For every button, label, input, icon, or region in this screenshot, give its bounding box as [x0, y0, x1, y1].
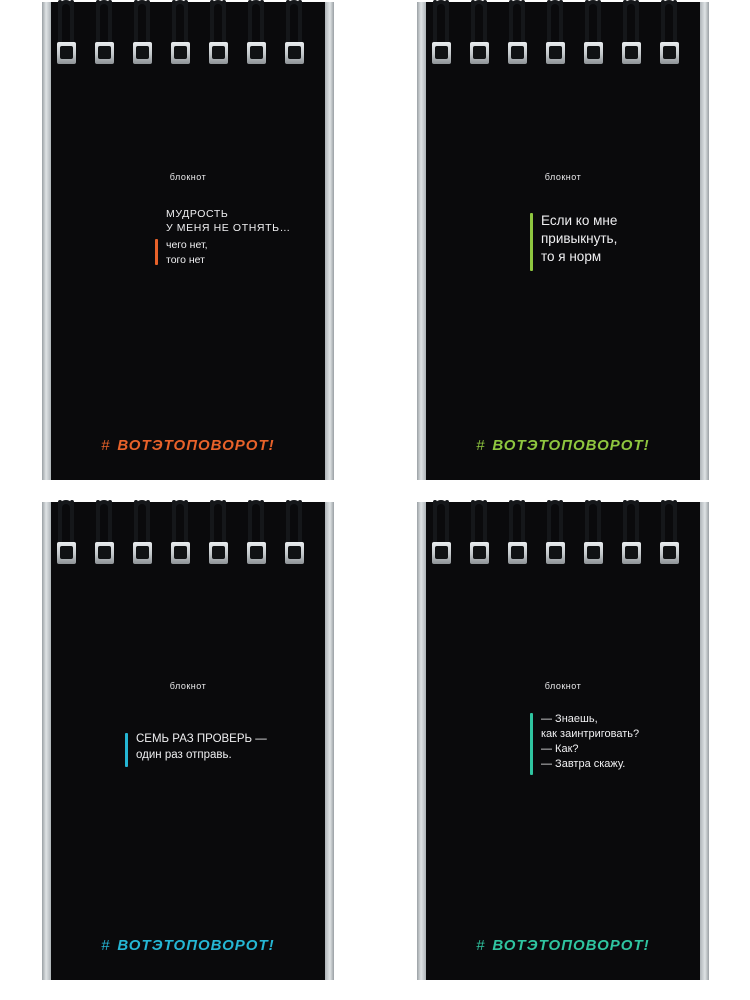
quote-line: — Завтра скажу. [541, 757, 626, 770]
notepad [417, 2, 709, 480]
quote-line: Если ко мне [541, 213, 618, 228]
brand-label: блокнот [544, 681, 582, 691]
hashtag [417, 437, 709, 454]
notepad [42, 502, 334, 980]
notepad-card-bottom-right [375, 500, 750, 1000]
hash-symbol: # [476, 937, 486, 954]
quote-line: того нет [166, 253, 205, 266]
quote-line: — Как? [541, 742, 579, 755]
notepad-card-top-left [0, 0, 375, 500]
accent-bar [530, 713, 533, 775]
notepad [42, 2, 334, 480]
notepad-card-bottom-left [0, 500, 375, 1000]
notepad-right-edge [325, 502, 334, 980]
hashtag [42, 437, 334, 454]
accent-bar [125, 733, 128, 767]
hashtag-word: ВОТЭТОПОВОРОТ! [492, 437, 650, 454]
brand-label: блокнот [169, 172, 207, 182]
hash-symbol: # [476, 437, 486, 454]
quote-line: У МЕНЯ НЕ ОТНЯТЬ… [166, 222, 291, 235]
notepad-left-edge [417, 502, 426, 980]
hash-symbol: # [101, 437, 111, 454]
quote-line: СЕМЬ РАЗ ПРОВЕРЬ — [136, 733, 267, 745]
notepad [417, 502, 709, 980]
quote-line: то я норм [541, 249, 602, 265]
notepad-left-edge [42, 502, 51, 980]
hashtag [42, 937, 334, 954]
quote-line: чего нет, [166, 239, 208, 252]
quote-line: — Знаешь, [541, 713, 598, 725]
notepad-left-edge [42, 2, 51, 480]
quote-line: МУДРОСТЬ [166, 208, 229, 220]
accent-bar [155, 239, 158, 265]
brand-label: блокнот [544, 172, 582, 182]
accent-bar [530, 213, 533, 271]
quote-block [530, 212, 617, 267]
hash-symbol: # [101, 937, 111, 954]
quote-line: один раз отправь. [136, 748, 232, 761]
hashtag-word: ВОТЭТОПОВОРОТ! [117, 437, 275, 454]
notepad-card-top-right [375, 0, 750, 500]
quote-line: привыкнуть, [541, 231, 618, 247]
notepad-right-edge [700, 2, 709, 480]
notepad-right-edge [700, 502, 709, 980]
quote-block [125, 732, 267, 763]
notepad-left-edge [417, 2, 426, 480]
quote-block [530, 712, 639, 771]
hashtag [417, 937, 709, 954]
notepad-right-edge [325, 2, 334, 480]
hashtag-word: ВОТЭТОПОВОРОТ! [117, 937, 275, 954]
brand-label: блокнот [169, 681, 207, 691]
quote-line: как заинтриговать? [541, 727, 640, 740]
quote-block [155, 207, 291, 267]
hashtag-word: ВОТЭТОПОВОРОТ! [492, 937, 650, 954]
